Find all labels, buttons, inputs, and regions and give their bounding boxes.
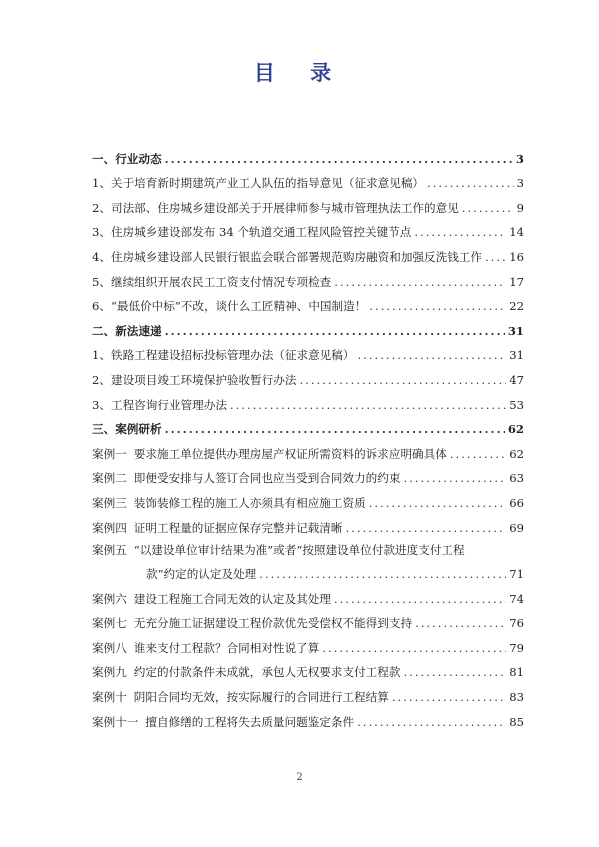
toc-page-number: 63 (509, 471, 524, 486)
case-number: 案例十 (92, 690, 127, 705)
page-number: 2 (296, 772, 303, 783)
case-title: 谁来支付工程款？合同相对性说了算 (133, 640, 320, 655)
dot-leader (259, 567, 506, 581)
toc-entry[interactable] (92, 630, 524, 655)
table-of-contents (92, 141, 524, 729)
toc-page-number: 85 (509, 714, 524, 729)
dot-leader (346, 521, 507, 535)
dot-leader (392, 690, 506, 704)
case-title: 要求施工单位提供办理房屋产权证所需资料的诉求应明确具体 (133, 446, 447, 461)
toc-page-number: 69 (509, 520, 524, 535)
toc-page-number: 22 (509, 299, 524, 314)
toc-page-number: 3 (515, 151, 524, 166)
toc-page-number: 62 (509, 446, 524, 461)
toc-entry[interactable] (92, 289, 524, 314)
toc-entry-label (92, 543, 465, 557)
toc-entry[interactable] (92, 535, 524, 557)
toc-entry[interactable] (92, 485, 524, 510)
case-number: 案例二 (92, 471, 127, 486)
dot-leader (427, 176, 514, 190)
case-title: 建设工程施工合同无效的认定及其处理 (133, 591, 331, 606)
case-title: 即便受安排与人签订合同也应当受到合同效力的约束 (133, 471, 401, 486)
toc-entry-label: 二、新法速递 (92, 323, 162, 338)
toc-page-number: 47 (509, 372, 524, 387)
toc-page-number: 14 (509, 225, 524, 240)
case-number: 案例十一 (92, 714, 139, 729)
toc-entry-label: 3、住房城乡建设部发布 34 个轨道交通工程风险管控关键节点 (92, 225, 412, 240)
toc-page-number: 62 (507, 422, 524, 437)
toc-entry[interactable] (92, 264, 524, 289)
case-title: 约定的付款条件未成就，承包人无权要求支付工程款 (133, 665, 401, 680)
toc-section[interactable] (92, 412, 524, 437)
case-number: 案例八 (92, 640, 127, 655)
toc-page-number: 16 (509, 249, 524, 264)
toc-entry-continuation[interactable] (92, 557, 524, 582)
toc-page-number: 9 (516, 200, 524, 215)
toc-page-number: 31 (509, 348, 524, 363)
toc-page-number: 79 (509, 640, 524, 655)
toc-page-number: 17 (509, 274, 524, 289)
dot-leader (369, 496, 507, 510)
toc-entry-label (92, 471, 400, 485)
dot-leader (450, 447, 506, 461)
toc-entry[interactable] (92, 166, 524, 191)
case-number: 案例七 (92, 616, 127, 631)
toc-section[interactable] (92, 141, 524, 166)
toc-entry[interactable] (92, 679, 524, 704)
dot-leader (165, 422, 505, 436)
toc-entry[interactable] (92, 581, 524, 606)
page-title: 目 录 (253, 61, 346, 85)
toc-entry-label: 3、工程咨询行业管理办法 (92, 397, 227, 412)
toc-entry-label (92, 521, 343, 535)
dot-leader (322, 641, 506, 655)
dot-leader (230, 398, 506, 412)
toc-entry-label: 一、行业动态 (92, 151, 162, 166)
toc-entry-label: 6、“最低价中标”不改，谈什么工匠精神、中国制造！ (92, 299, 367, 314)
toc-page-number: 81 (509, 665, 524, 680)
case-number: 案例一 (92, 446, 127, 461)
toc-section[interactable] (92, 313, 524, 338)
dot-leader (415, 616, 506, 630)
dot-leader (165, 324, 505, 338)
toc-entry[interactable] (92, 606, 524, 631)
case-title: 无充分施工证据建设工程价款优先受偿权不能得到支持 (133, 616, 413, 631)
toc-entry-label (92, 447, 447, 461)
toc-entry-label (92, 715, 354, 729)
toc-page-number: 74 (509, 591, 524, 606)
case-title: 阴阳合同均无效，按实际履行的合同进行工程结算 (133, 690, 389, 705)
dot-leader (403, 471, 506, 485)
dot-leader (165, 152, 513, 166)
toc-page-number: 83 (509, 690, 524, 705)
toc-entry[interactable] (92, 239, 524, 264)
toc-entry[interactable] (92, 215, 524, 240)
toc-entry[interactable] (92, 510, 524, 535)
toc-entry-label: 2、司法部、住房城乡建设部关于开展律师参与城市管理执法工作的意见 (92, 200, 459, 215)
toc-entry-label (92, 641, 319, 655)
toc-page-number: 66 (509, 495, 524, 510)
dot-leader (403, 665, 506, 679)
dot-leader (334, 592, 506, 606)
toc-entry-label (92, 665, 400, 679)
toc-entry[interactable] (92, 436, 524, 461)
toc-entry-label (92, 592, 331, 606)
toc-page-number: 3 (516, 176, 524, 191)
toc-entry[interactable] (92, 190, 524, 215)
toc-entry-label (92, 690, 389, 704)
case-number: 案例六 (92, 591, 127, 606)
toc-entry-label: 5、继续组织开展农民工工资支付情况专项检查 (92, 274, 332, 289)
case-number: 案例三 (92, 495, 127, 510)
toc-entry[interactable] (92, 387, 524, 412)
toc-entry-label (92, 616, 412, 630)
case-number: 案例四 (92, 520, 127, 535)
dot-leader (357, 348, 506, 362)
dot-leader (334, 275, 506, 289)
dot-leader (357, 715, 506, 729)
case-title: 装饰装修工程的施工人亦须具有相应施工资质 (133, 495, 366, 510)
toc-entry[interactable] (92, 655, 524, 680)
toc-entry-label (92, 496, 366, 510)
case-number: 案例九 (92, 665, 127, 680)
toc-entry[interactable] (92, 362, 524, 387)
toc-page-number: 71 (509, 567, 524, 582)
toc-entry-label: 1、关于培育新时期建筑产业工人队伍的指导意见（征求意见稿） (92, 176, 425, 191)
dot-leader (369, 299, 506, 313)
dot-leader (414, 225, 506, 239)
case-number: 案例五 (92, 542, 127, 557)
toc-entry-label: 2、建设项目竣工环境保护验收暂行办法 (92, 372, 297, 387)
case-title: 证明工程量的证据应保存完整并记载清晰 (133, 520, 343, 535)
toc-entry-label: 三、案例研析 (92, 422, 162, 437)
case-title: 擅自修缮的工程将失去质量问题鉴定条件 (145, 714, 355, 729)
dot-leader (299, 373, 506, 387)
toc-page-number: 76 (509, 616, 524, 631)
toc-page-number: 31 (507, 323, 524, 338)
toc-entry-label: 1、铁路工程建设招标投标管理办法（征求意见稿） (92, 348, 355, 363)
toc-entry[interactable] (92, 338, 524, 363)
toc-entry-label: 4、住房城乡建设部人民银行银监会联合部署规范购房融资和加强反洗钱工作 (92, 249, 482, 264)
dot-leader (462, 201, 514, 215)
toc-entry[interactable] (92, 704, 524, 729)
dot-leader (485, 250, 506, 264)
case-title-continued: 款”约定的认定及处理 (146, 567, 257, 582)
toc-page-number: 53 (509, 397, 524, 412)
toc-entry[interactable] (92, 461, 524, 486)
case-title: “以建设单位审计结果为准”或者“按照建设单位付款进度支付工程 (133, 542, 465, 557)
